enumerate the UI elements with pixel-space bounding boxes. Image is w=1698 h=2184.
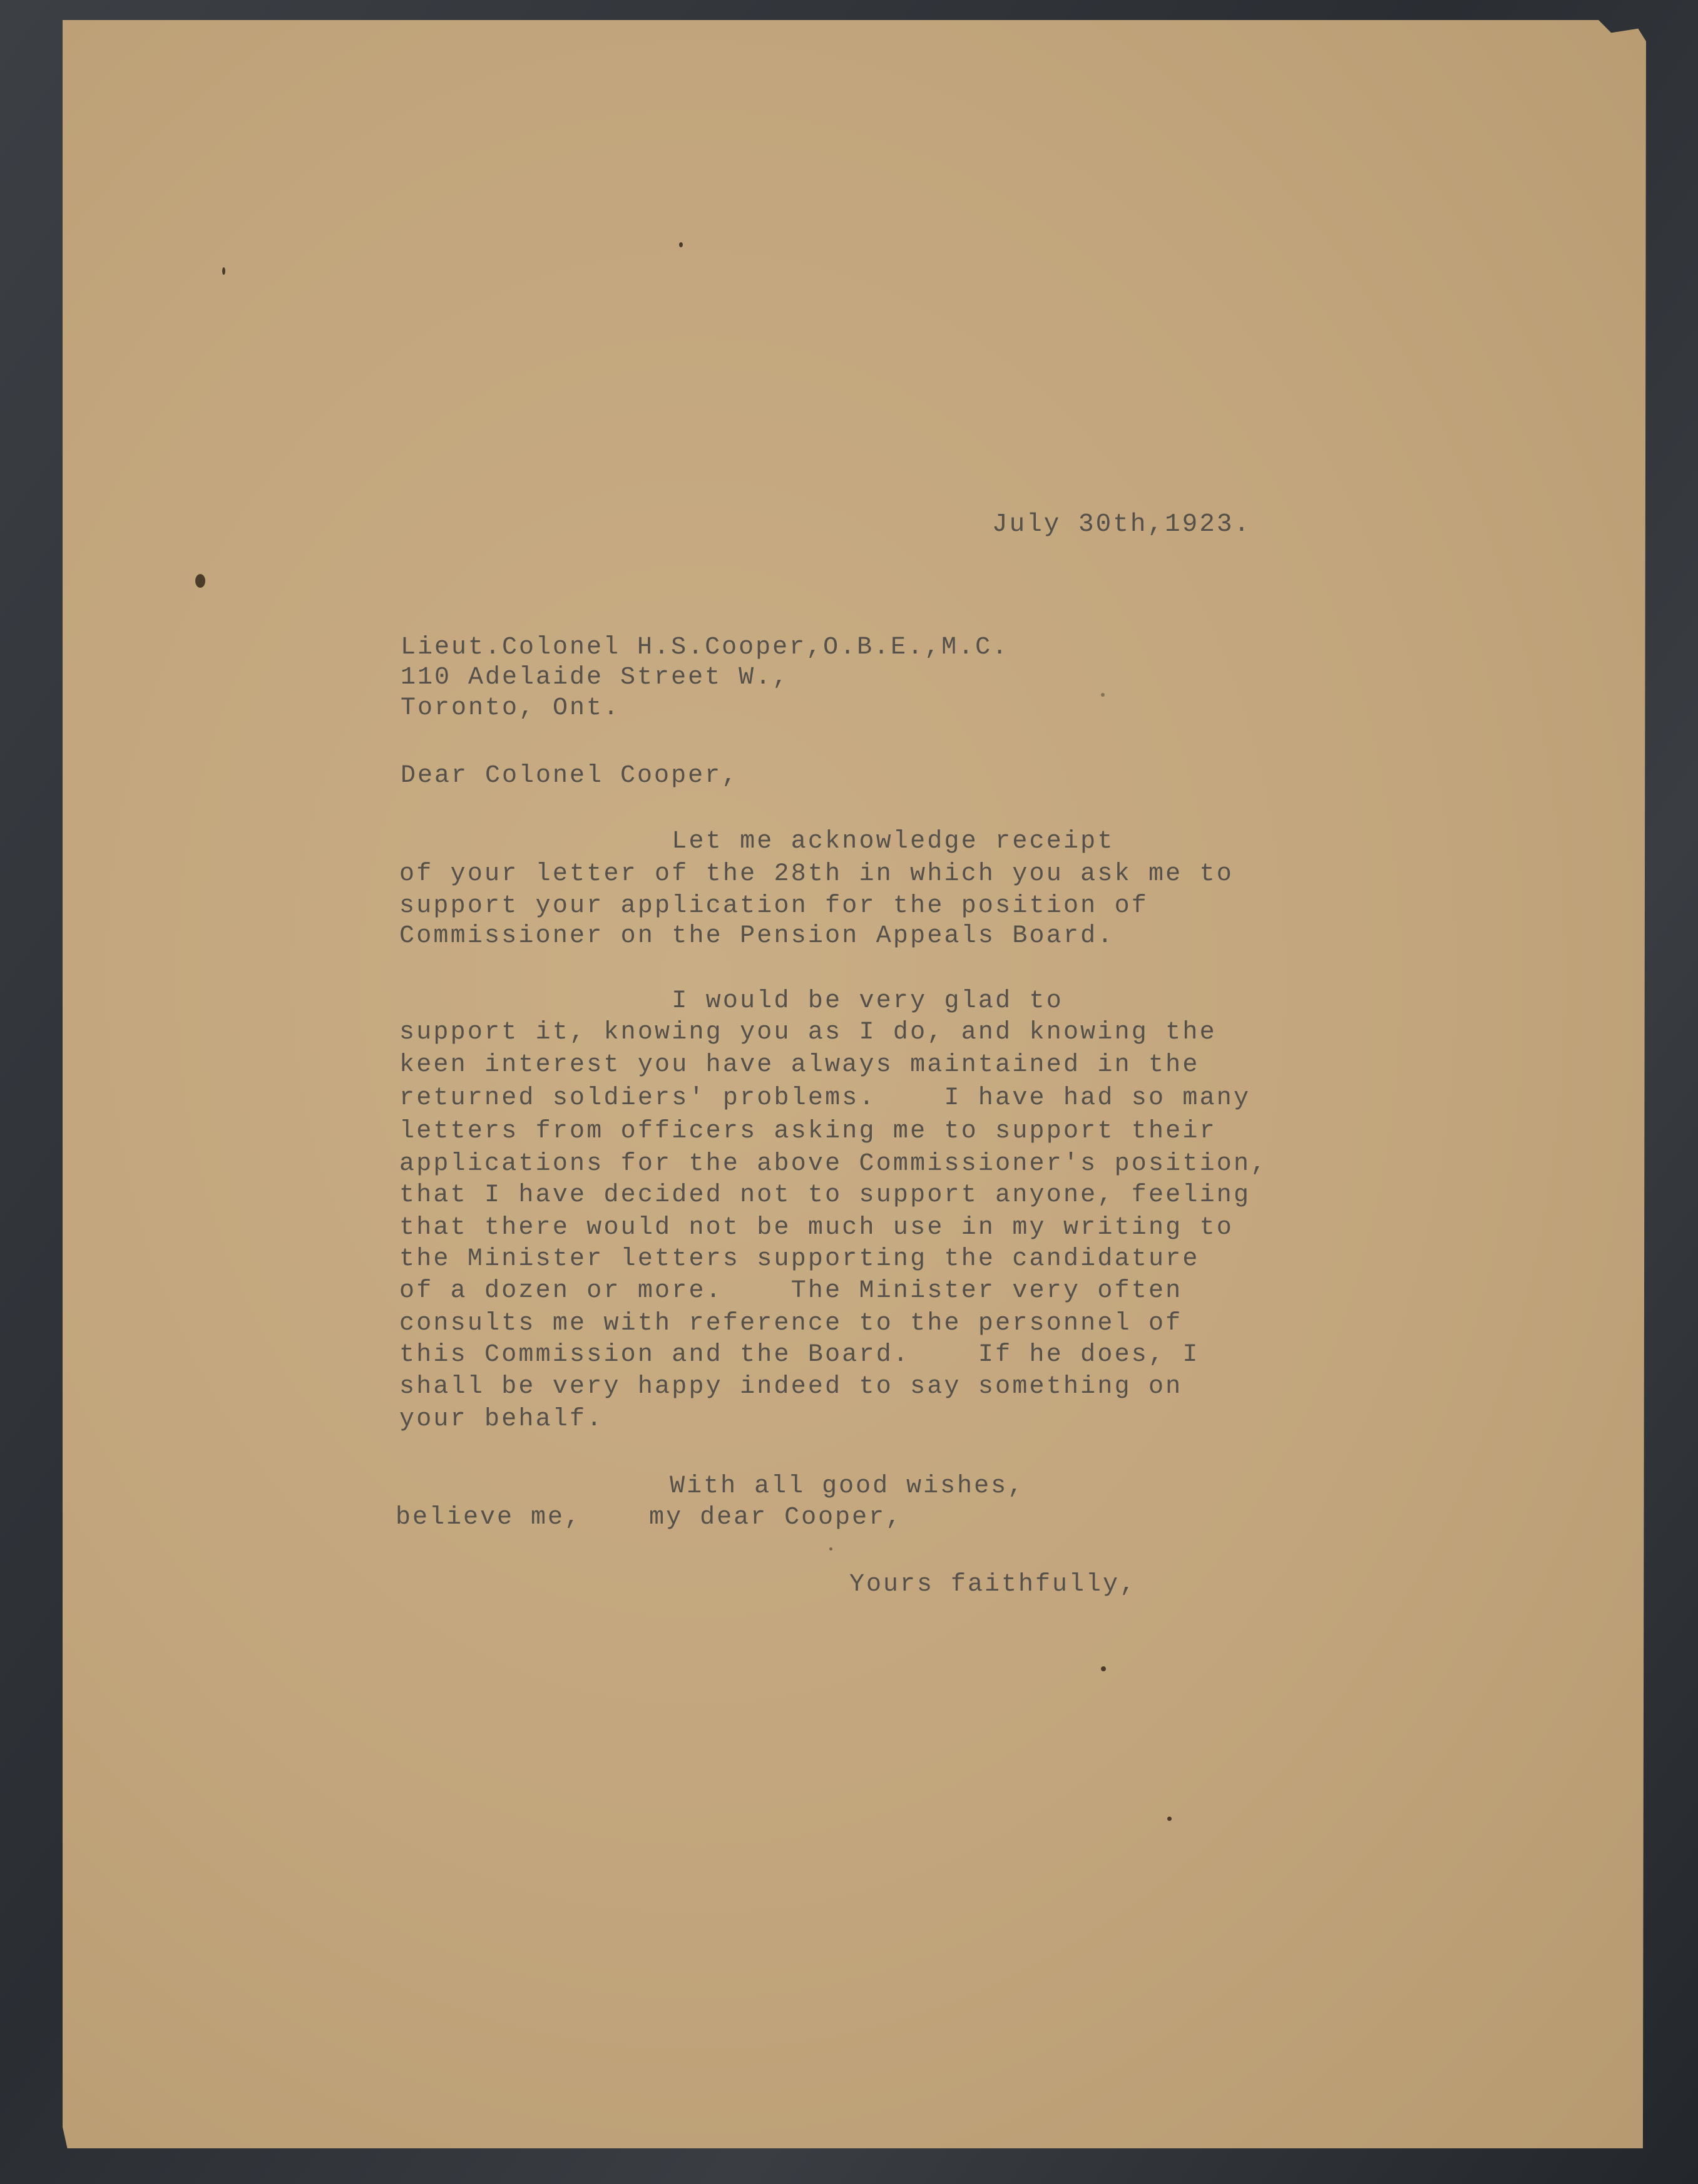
paragraph-2-line: letters from officers asking me to support their — [399, 1117, 1217, 1146]
paragraph-2-line: applications for the above Commissioner's position, — [399, 1150, 1268, 1178]
paragraph-2-line: your behalf. — [399, 1405, 604, 1433]
recipient-city: Toronto, Ont. — [401, 694, 621, 722]
signoff: Yours faithfully, — [849, 1571, 1137, 1599]
paragraph-2-line: I would be very glad to — [399, 987, 1063, 1015]
paragraph-1-line: support your application for the position of — [399, 892, 1148, 920]
paragraph-2-line: support it, knowing you as I do, and knowing the — [399, 1018, 1217, 1047]
recipient-street: 110 Adelaide Street W., — [401, 664, 790, 692]
paragraph-2-line: the Minister letters supporting the candidature — [399, 1245, 1200, 1273]
paragraph-2-line: consults me with reference to the personnel of — [399, 1310, 1183, 1338]
paper-speck — [679, 242, 683, 247]
paper-speck — [195, 574, 205, 588]
paragraph-1-line: of your letter of the 28th in which you ask me to — [399, 860, 1234, 888]
paragraph-1-line: Commissioner on the Pension Appeals Board. — [399, 922, 1115, 950]
paragraph-2-line: that I have decided not to support anyone, feeling — [399, 1181, 1251, 1209]
paragraph-2-line: returned soldiers' problems. I have had so many — [399, 1084, 1251, 1112]
closing-wishes: With all good wishes, — [399, 1472, 1025, 1500]
paragraph-2-line: that there would not be much use in my writing to — [399, 1214, 1234, 1242]
paper-speck — [829, 1547, 832, 1551]
paper-speck — [1167, 1817, 1172, 1821]
paragraph-1-line: Let me acknowledge receipt — [399, 828, 1115, 856]
letter-date: July 30th,1923. — [992, 510, 1252, 539]
paper-speck — [1101, 1666, 1106, 1671]
paragraph-2-line: this Commission and the Board. If he does, I — [399, 1341, 1200, 1369]
paragraph-2-line: keen interest you have always maintained in the — [399, 1051, 1200, 1079]
paragraph-2-line: of a dozen or more. The Minister very often — [399, 1277, 1183, 1305]
salutation: Dear Colonel Cooper, — [401, 762, 739, 790]
paragraph-2-line: shall be very happy indeed to say something on — [399, 1373, 1183, 1401]
closing-believe: believe me, my dear Cooper, — [396, 1504, 903, 1532]
paper-speck — [222, 267, 225, 275]
recipient-name: Lieut.Colonel H.S.Cooper,O.B.E.,M.C. — [401, 633, 1010, 662]
paper-speck — [1101, 693, 1105, 697]
